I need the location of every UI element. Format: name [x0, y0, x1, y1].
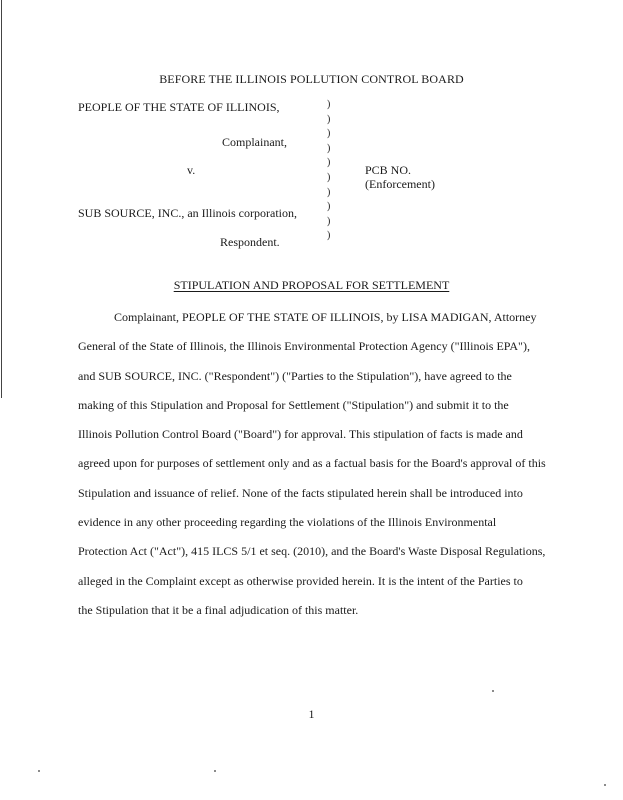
body-line: Complainant, PEOPLE OF THE STATE OF ILLINOIS, by LISA MADIGAN, Attorney	[114, 310, 537, 324]
respondent-party: SUB SOURCE, INC., an Illinois corporation,	[78, 206, 297, 220]
caption-paren: )	[327, 171, 331, 183]
body-line: alleged in the Complaint except as otherwise provided herein. It is the intent of the Parties to	[78, 573, 523, 588]
case-type: (Enforcement)	[365, 177, 435, 191]
caption-paren: )	[327, 186, 331, 198]
body-line: the Stipulation that it be a final adjudication of this matter.	[78, 602, 359, 617]
caption-parenthesis-column	[327, 98, 335, 244]
versus-label: v.	[187, 163, 196, 177]
case-number: PCB NO.	[365, 163, 412, 177]
scan-speck	[214, 770, 216, 772]
body-line: agreed upon for purposes of settlement only and as a factual basis for the Board's approval of this	[78, 456, 546, 471]
caption-paren: )	[327, 157, 331, 169]
scan-speck	[604, 784, 606, 786]
caption-paren: )	[327, 113, 331, 125]
caption-paren: )	[327, 230, 331, 242]
body-line: evidence in any other proceeding regarding the violations of the Illinois Environmental	[78, 515, 497, 530]
body-line: making of this Stipulation and Proposal for Settlement ("Stipulation") and submit it to the	[78, 397, 509, 412]
page-number: 1	[308, 707, 315, 721]
caption-paren: )	[327, 99, 331, 110]
scan-speck	[492, 690, 494, 692]
caption-paren: )	[327, 201, 331, 213]
scan-speck	[38, 770, 40, 772]
caption-paren: )	[327, 142, 331, 154]
complainant-party: PEOPLE OF THE STATE OF ILLINOIS,	[78, 100, 280, 114]
body-line: and SUB SOURCE, INC. ("Respondent") ("Parties to the Stipulation"), have agreed to the	[78, 368, 512, 383]
body-line: General of the State of Illinois, the Illinois Environmental Protection Agency ("Illinois EPA"),	[78, 339, 530, 354]
complainant-role: Complainant,	[222, 135, 287, 149]
body-line: Stipulation and issuance of relief. None of the facts stipulated herein shall be introduced into	[78, 485, 523, 500]
body-paragraph	[78, 303, 548, 625]
caption-paren: )	[327, 215, 331, 227]
body-line: Protection Act ("Act"), 415 ILCS 5/1 et seq. (2010), and the Board's Waste Disposal Regulations,	[78, 544, 546, 559]
court-header: BEFORE THE ILLINOIS POLLUTION CONTROL BOARD	[159, 72, 464, 86]
document-title: STIPULATION AND PROPOSAL FOR SETTLEMENT	[173, 278, 450, 292]
caption-paren: )	[327, 128, 331, 140]
scan-margin-line	[1, 0, 2, 398]
body-line: Illinois Pollution Control Board ("Board") for approval. This stipulation of facts is made and	[78, 427, 523, 442]
respondent-role: Respondent.	[220, 235, 280, 249]
